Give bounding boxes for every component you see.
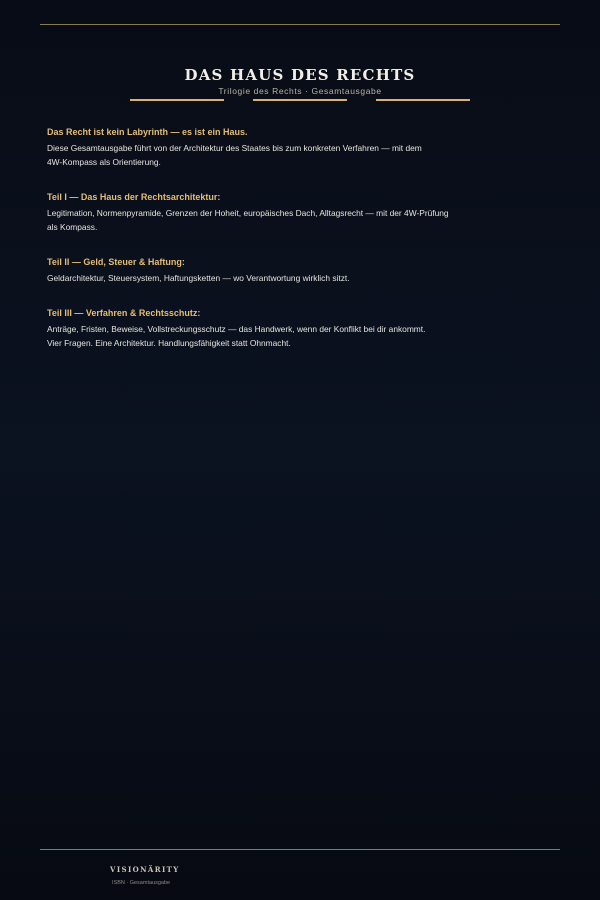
section-body <box>47 322 477 350</box>
section-part-3 <box>47 307 477 350</box>
section-line: Geldarchitektur, Steuersystem, Haftungsketten — wo Verantwortung wirklich sitzt. <box>47 273 350 283</box>
top-divider <box>40 24 560 25</box>
section-part-2 <box>47 256 477 285</box>
section-heading: Teil I — Das Haus der Rechtsarchitektur: <box>47 192 221 202</box>
section-heading: Teil III — Verfahren & Rechtsschutz: <box>47 308 201 318</box>
section-body <box>47 206 477 234</box>
bottom-divider <box>40 849 560 850</box>
header <box>0 66 600 97</box>
section-heading: Das Recht ist kein Labyrinth — es ist ein Haus. <box>47 127 248 137</box>
section-line: Diese Gesamtausgabe führt von der Architektur des Staates bis zum konkreten Verfahren — mit dem <box>47 143 422 153</box>
section-line: 4W-Kompass als Orientierung. <box>47 157 161 167</box>
section-heading: Teil II — Geld, Steuer & Haftung: <box>47 257 185 267</box>
section-intro <box>47 126 477 169</box>
publisher-brand: VISIONÄRITY <box>110 865 180 874</box>
title-ornament <box>0 99 600 101</box>
ornament-bar-right <box>376 99 470 101</box>
book-subtitle: Trilogie des Rechts · Gesamtausgabe <box>218 86 382 96</box>
section-line: als Kompass. <box>47 222 98 232</box>
section-line: Vier Fragen. Eine Architektur. Handlungsfähigkeit statt Ohnmacht. <box>47 338 291 348</box>
isbn-label: ISBN · Gesamtausgabe <box>112 880 171 886</box>
section-line: Legitimation, Normenpyramide, Grenzen der Hoheit, europäisches Dach, Alltagsrecht — mit der 4W-Prüfung <box>47 208 449 218</box>
section-line: Anträge, Fristen, Beweise, Vollstreckungsschutz — das Handwerk, wenn der Konflikt bei dir ankommt. <box>47 324 426 334</box>
ornament-bar-left <box>130 99 224 101</box>
section-body <box>47 141 477 169</box>
ornament-bar-center <box>253 99 347 101</box>
section-body <box>47 271 477 285</box>
section-part-1 <box>47 191 477 234</box>
book-title: DAS HAUS DES RECHTS <box>184 66 416 84</box>
footer <box>110 865 180 887</box>
description-content <box>47 126 477 372</box>
